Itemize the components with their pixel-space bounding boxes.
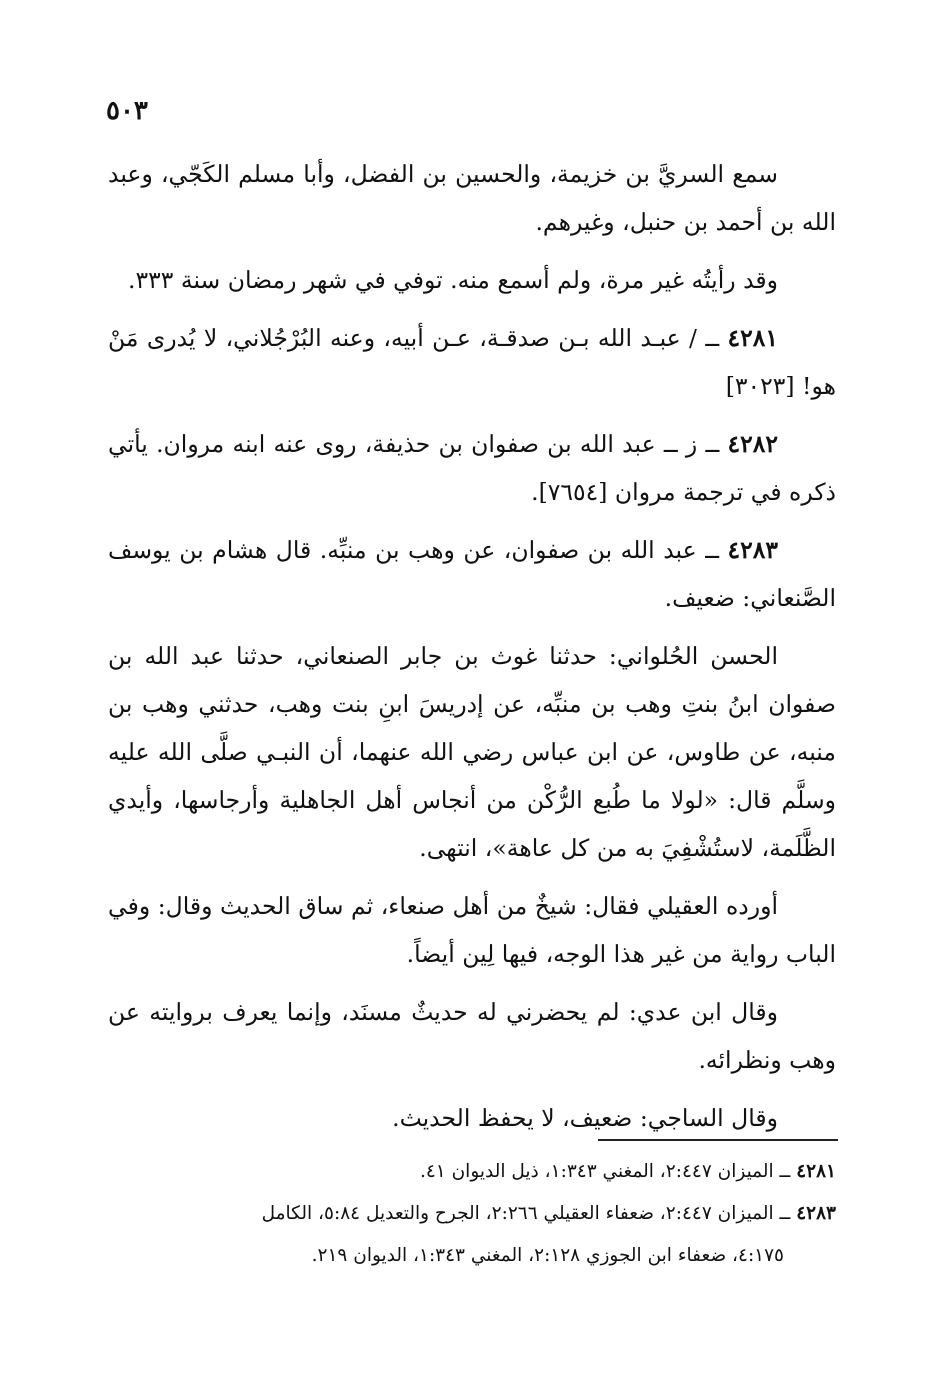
paragraph-hadith: الحسن الحُلواني: حدثنا غوث بن جابر الصنعاني، حدثنا عبد الله بن صفوان ابنُ بنتِ وهب بن منبِّه، عن إدريسَ ابنِ بنت وهب، حدثني وهب بن منبه، عن طاوس، عن ابن عباس رضي الله عنهما، أن النبـي صلَّى الله عليه وسلَّم قال: «لولا ما طُبع الرُّكْن من أنجاس أهل الجاهلية وأرجاسها، وأيدي الظَّلَمة، لاستُشْفِيَ به من كل عاهة»، انتهى. (108, 642, 836, 862)
page-number: ٥٠٣ (106, 96, 148, 126)
footnotes (108, 1154, 836, 1280)
entry-number: ٤٢٨١ (727, 324, 778, 352)
entry-text: ــ ز ــ عبد الله بن صفوان بن حذيفة، روى عنه ابنه مروان. يأتي ذكره في ترجمة مروان [٧٦٥٤]. (108, 430, 836, 506)
entry-number: ٤٢٨٣ (727, 536, 778, 564)
paragraph-ibn-adi: وقال ابن عدي: لم يحضرني له حديثٌ مسنَد، وإنما يعرف بروايته عن وهب ونظرائه. (108, 998, 836, 1074)
cross-reference: [٣٠٢٣] (725, 372, 795, 400)
footnote-4283-continuation: ٤:١٧٥، ضعفاء ابن الجوزي ٢:١٢٨، المغني ١:٣٤٣، الديوان ٢١٩. (311, 1245, 784, 1266)
paragraph-saji: وقال الساجي: ضعيف، لا يحفظ الحديث. (392, 1104, 778, 1132)
footnote-text: ــ الميزان ٢:٤٤٧، المغني ١:٣٤٣، ذيل الديوان ٤١. (419, 1161, 791, 1182)
entry-text: ــ عبد الله بن صفوان، عن وهب بن منبِّه. قال هشام بن يوسف الصَّنعاني: ضعيف. (108, 536, 836, 612)
main-text (108, 150, 836, 1152)
entry-4282 (108, 420, 836, 516)
footnote-4283 (108, 1196, 836, 1232)
entry-number: ٤٢٨٢ (727, 430, 778, 458)
entry-4283 (108, 526, 836, 622)
paragraph-narrators: سمع السريَّ بن خزيمة، والحسين بن الفضل، وأبا مسلم الكَجّي، وعبد الله بن أحمد بن حنبل، وغيرهم. (108, 160, 836, 236)
paragraph-death-note: وقد رأيتُه غير مرة، ولم أسمع منه. توفي في شهر رمضان سنة ٣٣٣. (128, 266, 778, 294)
entry-4281 (108, 314, 836, 410)
footnote-number: ٤٢٨١ (796, 1161, 836, 1182)
paragraph-uqayli: أورده العقيلي فقال: شيخٌ من أهل صنعاء، ثم ساق الحديث وقال: وفي الباب رواية من غير هذا الوجه، فيها لِين أيضاً. (108, 892, 836, 968)
entry-text: ــ / عبـد الله بـن صدقـة، عـن أبيه، وعنه البُرْجُلاني، لا يُدرى مَنْ هو! (108, 324, 836, 400)
footnote-divider (598, 1139, 838, 1141)
footnote-4281 (108, 1154, 836, 1190)
footnote-number: ٤٢٨٣ (796, 1203, 836, 1224)
footnote-text: ــ الميزان ٢:٤٤٧، ضعفاء العقيلي ٢:٢٦٦، الجرح والتعديل ٥:٨٤، الكامل (261, 1203, 791, 1224)
